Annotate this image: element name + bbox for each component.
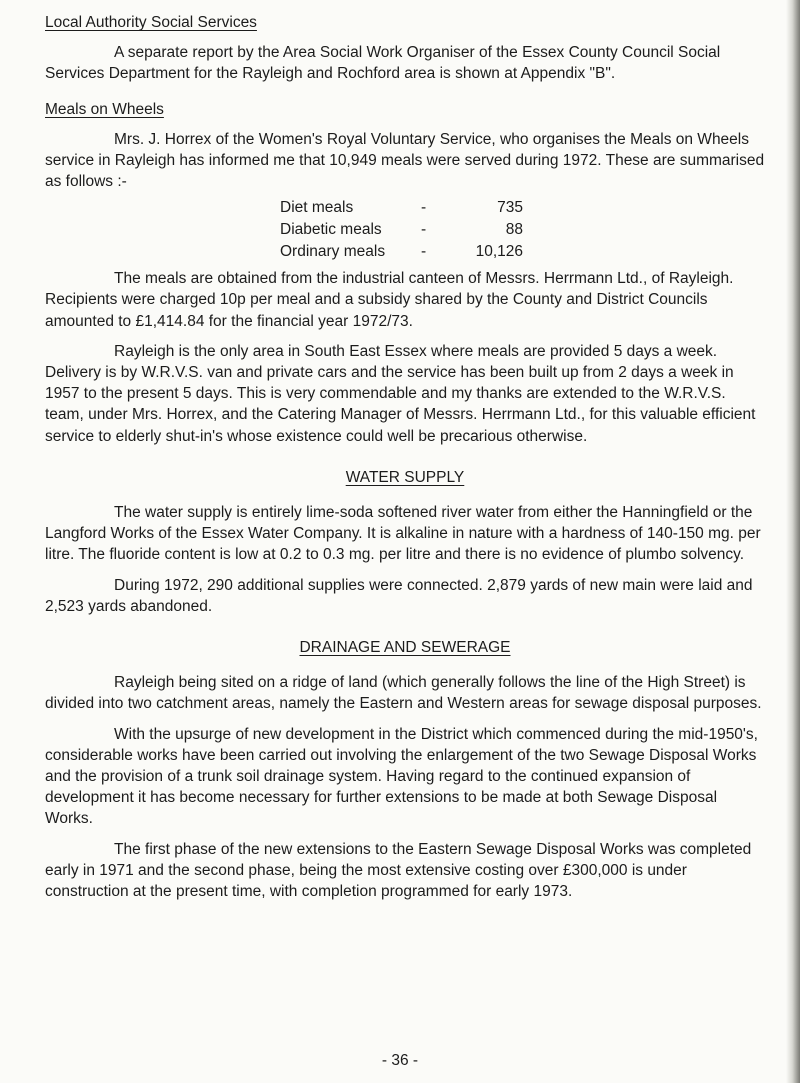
meal-dash: - (421, 221, 427, 239)
meal-dash: - (421, 242, 427, 260)
page-edge-shadow (786, 0, 800, 1083)
paragraph-meals-cost: The meals are obtained from the industrial canteen of Messrs. Herrmann Ltd., of Rayleigh. Recipients were charged 10p per meal and a subsidy shared by the County and District Councils amounted to £1,414.84 for the financial year 1972/73. (45, 270, 734, 330)
paragraph-meals-intro: Mrs. J. Horrex of the Women's Royal Voluntary Service, who organises the Meals on Wheels service in Rayleigh has informed me that 10,949 meals were served during 1972. These are summarised as follows :- (45, 130, 765, 191)
table-row (280, 219, 523, 241)
meals-summary-table (280, 197, 523, 262)
meal-count: 735 (497, 199, 523, 217)
paragraph-water-source: The water supply is entirely lime-soda softened river water from either the Hanningfield or the Langford Works of the Essex Water Company. It is alkaline in nature with a hardness of 140-150 mg. per litre. The fluoride content is low at 0.2 to 0.3 mg. per litre and there is no evidence of plumbo solvency. (45, 504, 761, 564)
table-row (280, 241, 523, 263)
heading-water-supply: WATER SUPPLY (345, 468, 465, 486)
paragraph-local-authority: A separate report by the Area Social Work Organiser of the Essex County Council Social Services Department for the Rayleigh and Rochford area is shown at Appendix "B". (45, 44, 721, 83)
paragraph-drainage-catchment: Rayleigh being sited on a ridge of land (which generally follows the line of the High Street) is divided into two catchment areas, namely the Eastern and Western areas for sewage disposal purposes. (45, 674, 762, 713)
meal-count: 10,126 (475, 242, 523, 260)
meal-dash: - (421, 199, 427, 217)
meal-count: 88 (505, 221, 523, 239)
meal-type: Diet meals (280, 199, 354, 217)
paragraph-meals-delivery: Rayleigh is the only area in South East Essex where meals are provided 5 days a week. Delivery is by W.R.V.S. van and private cars and the service has been built up from 2 days a week in 1957 to the present 5 days. This is very commendable and my thanks are extended to the W.R.V.S. team, under Mrs. Horrex, and the Catering Manager of Messrs. Herrmann Ltd., for this valuable efficient service to elderly shut-in's whose existence could well be precarious otherwise. (45, 342, 756, 445)
meal-type: Ordinary meals (280, 242, 386, 260)
table-row (280, 197, 523, 219)
heading-local-authority: Local Authority Social Services (45, 14, 257, 31)
heading-meals-on-wheels: Meals on Wheels (45, 100, 164, 118)
page-number: - 36 - (381, 1052, 419, 1069)
paragraph-drainage-extensions: The first phase of the new extensions to the Eastern Sewage Disposal Works was completed early in 1971 and the second phase, being the most extensive costing over £300,000 is under construction at the present time, with completion programmed for early 1973. (45, 840, 752, 901)
paragraph-drainage-development: With the upsurge of new development in the District which commenced during the mid-1950's, considerable works have been carried out involving the enlargement of the two Sewage Disposal Works and the provision of a trunk soil drainage system. Having regard to the continued expansion of development it has become necessary for further extensions to be made at both Sewage Disposal Works. (45, 725, 758, 828)
heading-drainage-sewerage: DRAINAGE AND SEWERAGE (299, 639, 511, 657)
document-page (45, 12, 765, 902)
paragraph-water-connections: During 1972, 290 additional supplies were connected. 2,879 yards of new main were laid and 2,523 yards abandoned. (45, 576, 753, 615)
meal-type: Diabetic meals (280, 221, 382, 239)
